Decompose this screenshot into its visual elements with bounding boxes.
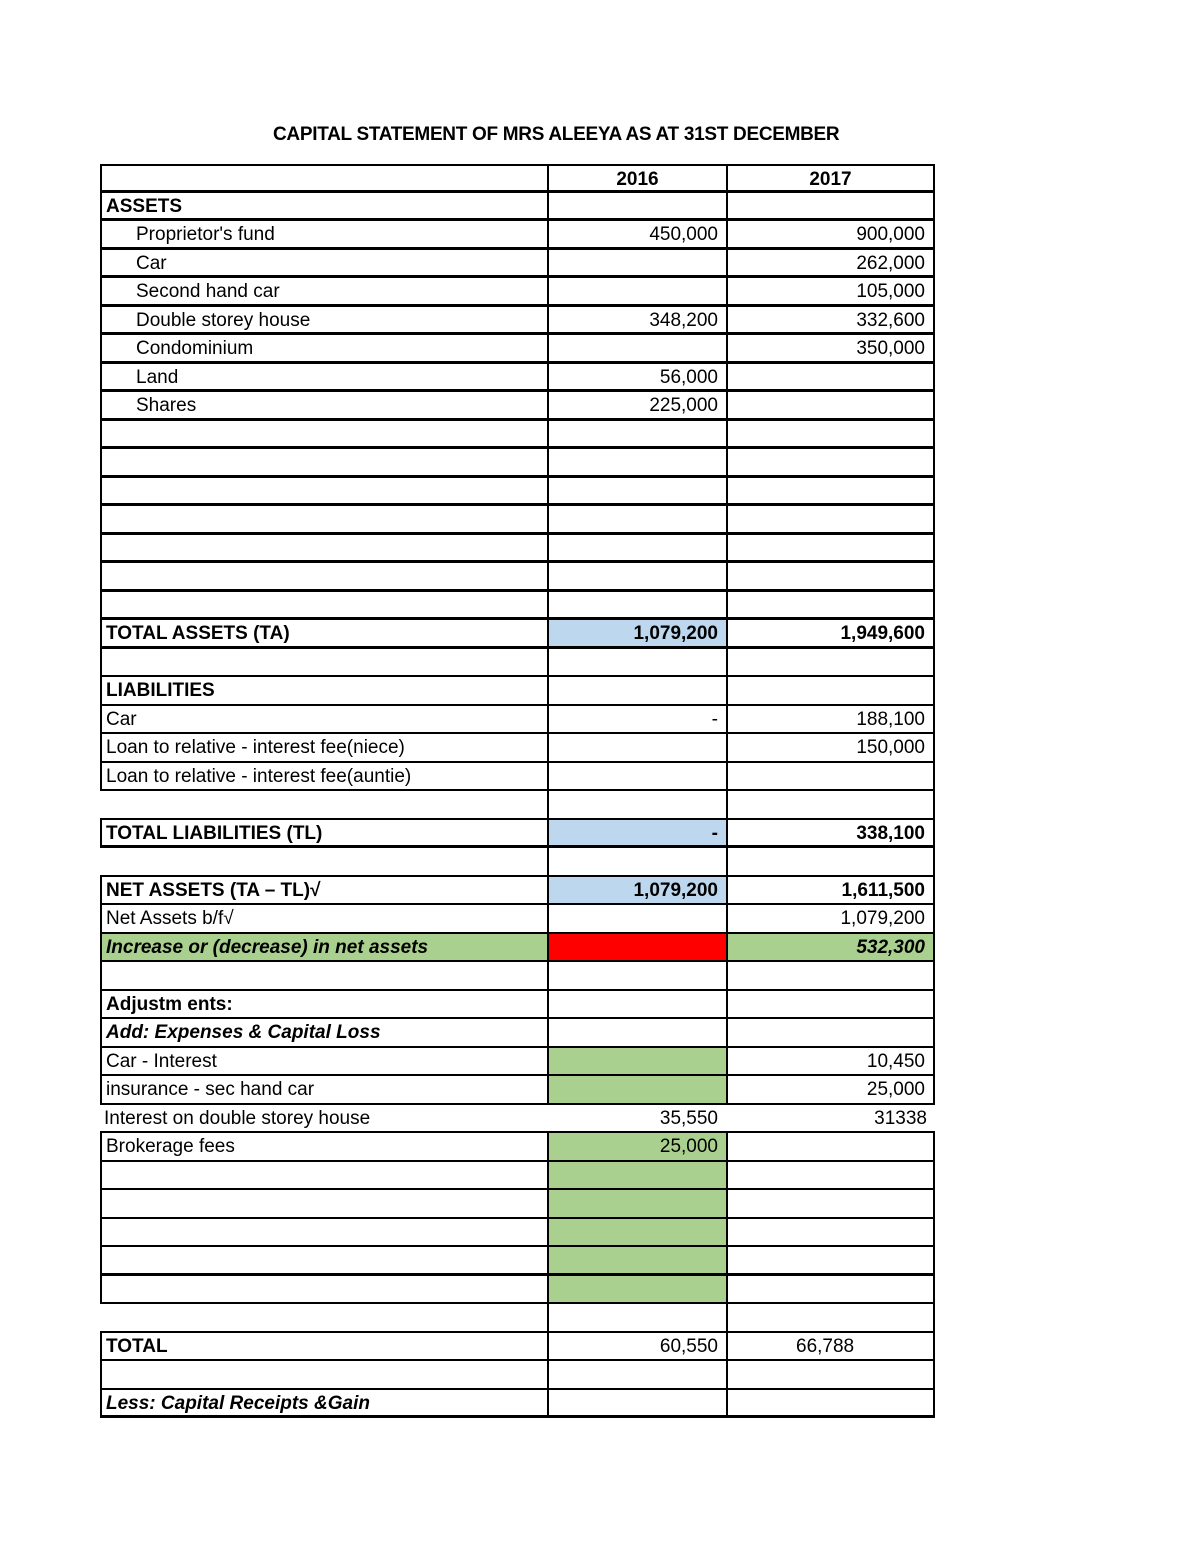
adjustments-heading[interactable]: Adjustm ents:	[100, 991, 547, 1020]
value-2017[interactable]: 10,450	[726, 1048, 935, 1077]
row-label[interactable]: Proprietor's fund	[100, 221, 547, 250]
empty-row	[100, 1190, 935, 1219]
cell-y1[interactable]	[547, 677, 726, 706]
cell-y2[interactable]	[726, 478, 935, 507]
net-assets-bf-label[interactable]: Net Assets b/f√	[100, 905, 547, 934]
cell-label[interactable]	[100, 1190, 547, 1219]
value-2017[interactable]: 262,000	[726, 250, 935, 279]
value-2017[interactable]	[726, 1133, 935, 1162]
cell-y1[interactable]	[547, 1304, 726, 1333]
cell-label[interactable]	[100, 848, 547, 877]
table-row	[100, 335, 935, 364]
row-label[interactable]: Shares	[100, 392, 547, 421]
total-assets-2017[interactable]: 1,949,600	[726, 620, 935, 649]
cell-y2[interactable]	[726, 1190, 935, 1219]
value-2016[interactable]: 25,000	[547, 1133, 726, 1162]
cell-label[interactable]	[100, 506, 547, 535]
empty-row	[100, 506, 935, 535]
empty-row	[100, 478, 935, 507]
cell-y1[interactable]	[547, 478, 726, 507]
value-2017[interactable]: 900,000	[726, 221, 935, 250]
value-2017[interactable]	[726, 763, 935, 792]
empty-row	[100, 563, 935, 592]
add-heading[interactable]: Add: Expenses & Capital Loss	[100, 1019, 547, 1048]
cell-y2[interactable]	[726, 1276, 935, 1305]
cell-y2[interactable]	[726, 1304, 935, 1333]
table-row	[100, 307, 935, 336]
cell-y2[interactable]	[726, 1219, 935, 1248]
value-2017[interactable]	[726, 392, 935, 421]
cell-label[interactable]	[100, 478, 547, 507]
adjustments-heading-row	[100, 991, 935, 1020]
increase-2017[interactable]: 532,300	[726, 934, 935, 963]
row-label[interactable]: Brokerage fees	[100, 1133, 547, 1162]
header-row	[100, 164, 935, 193]
row-label[interactable]: Interest on double storey house	[100, 1105, 547, 1134]
total-liabilities-2017[interactable]: 338,100	[726, 820, 935, 849]
empty-row	[100, 592, 935, 621]
cell-y1[interactable]	[547, 1276, 726, 1305]
total-liabilities-label[interactable]: TOTAL LIABILITIES (TL)	[100, 820, 547, 849]
row-label[interactable]: Car - Interest	[100, 1048, 547, 1077]
row-label[interactable]: Loan to relative - interest fee(auntie)	[100, 763, 547, 792]
net-assets-bf-2016[interactable]	[547, 905, 726, 934]
value-2016[interactable]	[547, 250, 726, 279]
table-row	[100, 392, 935, 421]
cell-y1[interactable]	[547, 592, 726, 621]
liabilities-heading-row	[100, 677, 935, 706]
total-assets-label[interactable]: TOTAL ASSETS (TA)	[100, 620, 547, 649]
value-2016[interactable]: 35,550	[547, 1105, 726, 1134]
value-2017[interactable]: 350,000	[726, 335, 935, 364]
net-assets-row	[100, 877, 935, 906]
cell-y1[interactable]	[547, 193, 726, 222]
net-assets-bf-row	[100, 905, 935, 934]
cell-label[interactable]	[100, 649, 547, 678]
page-title: CAPITAL STATEMENT OF MRS ALEEYA AS AT 31ST DECEMBER	[273, 124, 840, 145]
cell-y2[interactable]	[726, 421, 935, 450]
value-2017[interactable]: 105,000	[726, 278, 935, 307]
total-assets-2016[interactable]: 1,079,200	[547, 620, 726, 649]
assets-heading[interactable]: ASSETS	[100, 193, 547, 222]
value-2017[interactable]: 25,000	[726, 1076, 935, 1105]
table-row	[100, 278, 935, 307]
empty-row	[100, 791, 935, 820]
cell-label[interactable]	[100, 1162, 547, 1191]
cell-y2[interactable]	[726, 592, 935, 621]
cell-y1[interactable]	[547, 1162, 726, 1191]
total-row	[100, 1333, 935, 1362]
table-row	[100, 734, 935, 763]
total-2017[interactable]: 66,788	[726, 1333, 935, 1362]
table-row	[100, 763, 935, 792]
table-row	[100, 1105, 935, 1134]
net-assets-2016[interactable]: 1,079,200	[547, 877, 726, 906]
value-2017[interactable]: 188,100	[726, 706, 935, 735]
cell-y2[interactable]	[726, 449, 935, 478]
table-row	[100, 250, 935, 279]
table-row	[100, 1133, 935, 1162]
add-heading-row	[100, 1019, 935, 1048]
cell-label[interactable]	[100, 563, 547, 592]
cell-y1[interactable]	[547, 1219, 726, 1248]
liabilities-heading[interactable]: LIABILITIES	[100, 677, 547, 706]
cell-y1[interactable]	[547, 848, 726, 877]
less-heading[interactable]: Less: Capital Receipts &Gain	[100, 1390, 547, 1419]
value-2016[interactable]	[547, 278, 726, 307]
row-label[interactable]: Car	[100, 250, 547, 279]
value-2016[interactable]	[547, 763, 726, 792]
assets-heading-row	[100, 193, 935, 222]
empty-row	[100, 1276, 935, 1305]
cell-label[interactable]	[100, 1219, 547, 1248]
cell-label[interactable]	[100, 1304, 547, 1333]
cell-y2[interactable]	[726, 1361, 935, 1390]
cell-y2[interactable]	[726, 848, 935, 877]
net-assets-2017[interactable]: 1,611,500	[726, 877, 935, 906]
row-label[interactable]: insurance - sec hand car	[100, 1076, 547, 1105]
value-2017[interactable]: 150,000	[726, 734, 935, 763]
cell-y1[interactable]	[547, 421, 726, 450]
table-row	[100, 706, 935, 735]
cell-y1[interactable]	[547, 1247, 726, 1276]
value-2016[interactable]: 348,200	[547, 307, 726, 336]
cell-y1[interactable]	[547, 1361, 726, 1390]
cell-label[interactable]	[100, 1361, 547, 1390]
cell-y2[interactable]	[726, 193, 935, 222]
cell-y1[interactable]	[547, 506, 726, 535]
cell-y1[interactable]	[547, 535, 726, 564]
empty-row	[100, 421, 935, 450]
less-heading-row	[100, 1390, 935, 1419]
row-label[interactable]: Condominium	[100, 335, 547, 364]
value-2016[interactable]	[547, 734, 726, 763]
cell-label[interactable]	[100, 962, 547, 991]
cell-y2[interactable]	[726, 677, 935, 706]
total-liabilities-2016[interactable]: -	[547, 820, 726, 849]
net-assets-bf-2017[interactable]: 1,079,200	[726, 905, 935, 934]
cell-label[interactable]	[100, 421, 547, 450]
net-assets-label[interactable]: NET ASSETS (TA – TL)√	[100, 877, 547, 906]
value-2016[interactable]: 225,000	[547, 392, 726, 421]
value-2017[interactable]	[726, 364, 935, 393]
empty-row	[100, 848, 935, 877]
value-2016[interactable]	[547, 335, 726, 364]
empty-row	[100, 962, 935, 991]
cell-y2[interactable]	[726, 1247, 935, 1276]
empty-row	[100, 1304, 935, 1333]
row-label[interactable]: Land	[100, 364, 547, 393]
value-2016[interactable]: 450,000	[547, 221, 726, 250]
cell-y1[interactable]	[547, 791, 726, 820]
increase-row	[100, 934, 935, 963]
cell-y1[interactable]	[547, 962, 726, 991]
value-2016[interactable]: -	[547, 706, 726, 735]
table-row	[100, 1048, 935, 1077]
value-2016[interactable]: 56,000	[547, 364, 726, 393]
row-label[interactable]: Car	[100, 706, 547, 735]
empty-row	[100, 1247, 935, 1276]
empty-row	[100, 1162, 935, 1191]
cell-y1[interactable]	[547, 649, 726, 678]
cell-y2[interactable]	[726, 791, 935, 820]
cell-y1[interactable]	[547, 1190, 726, 1219]
cell-y1[interactable]	[547, 449, 726, 478]
header-blank-cell[interactable]	[100, 164, 547, 193]
cell-label[interactable]	[100, 592, 547, 621]
table-row	[100, 221, 935, 250]
cell-y2[interactable]	[726, 649, 935, 678]
cell-y2[interactable]	[726, 1019, 935, 1048]
row-label[interactable]: Loan to relative - interest fee(niece)	[100, 734, 547, 763]
capital-statement-table	[100, 164, 935, 1418]
total-2016[interactable]: 60,550	[547, 1333, 726, 1362]
total-label[interactable]: TOTAL	[100, 1333, 547, 1362]
increase-2016[interactable]	[547, 934, 726, 963]
value-2017[interactable]: 31338	[726, 1105, 935, 1134]
cell-label[interactable]	[100, 449, 547, 478]
cell-label[interactable]	[100, 1276, 547, 1305]
header-2017[interactable]: 2017	[726, 164, 935, 193]
table-row	[100, 364, 935, 393]
cell-y2[interactable]	[726, 563, 935, 592]
empty-row	[100, 1361, 935, 1390]
value-2017[interactable]: 332,600	[726, 307, 935, 336]
row-label[interactable]: Second hand car	[100, 278, 547, 307]
cell-y2[interactable]	[726, 991, 935, 1020]
value-2016[interactable]	[547, 1048, 726, 1077]
cell-y1[interactable]	[547, 1019, 726, 1048]
cell-label[interactable]	[100, 1247, 547, 1276]
cell-y2[interactable]	[726, 535, 935, 564]
total-liabilities-row	[100, 820, 935, 849]
empty-row	[100, 535, 935, 564]
empty-row	[100, 649, 935, 678]
cell-label[interactable]	[100, 791, 547, 820]
cell-y2[interactable]	[726, 1162, 935, 1191]
total-assets-row	[100, 620, 935, 649]
cell-y2[interactable]	[726, 962, 935, 991]
cell-y1[interactable]	[547, 991, 726, 1020]
table-row	[100, 1076, 935, 1105]
header-2016[interactable]: 2016	[547, 164, 726, 193]
cell-y2[interactable]	[726, 506, 935, 535]
cell-label[interactable]	[100, 535, 547, 564]
row-label[interactable]: Double storey house	[100, 307, 547, 336]
empty-row	[100, 1219, 935, 1248]
cell-y1[interactable]	[547, 1390, 726, 1419]
cell-y1[interactable]	[547, 563, 726, 592]
empty-row	[100, 449, 935, 478]
value-2016[interactable]	[547, 1076, 726, 1105]
cell-y2[interactable]	[726, 1390, 935, 1419]
increase-label[interactable]: Increase or (decrease) in net assets	[100, 934, 547, 963]
